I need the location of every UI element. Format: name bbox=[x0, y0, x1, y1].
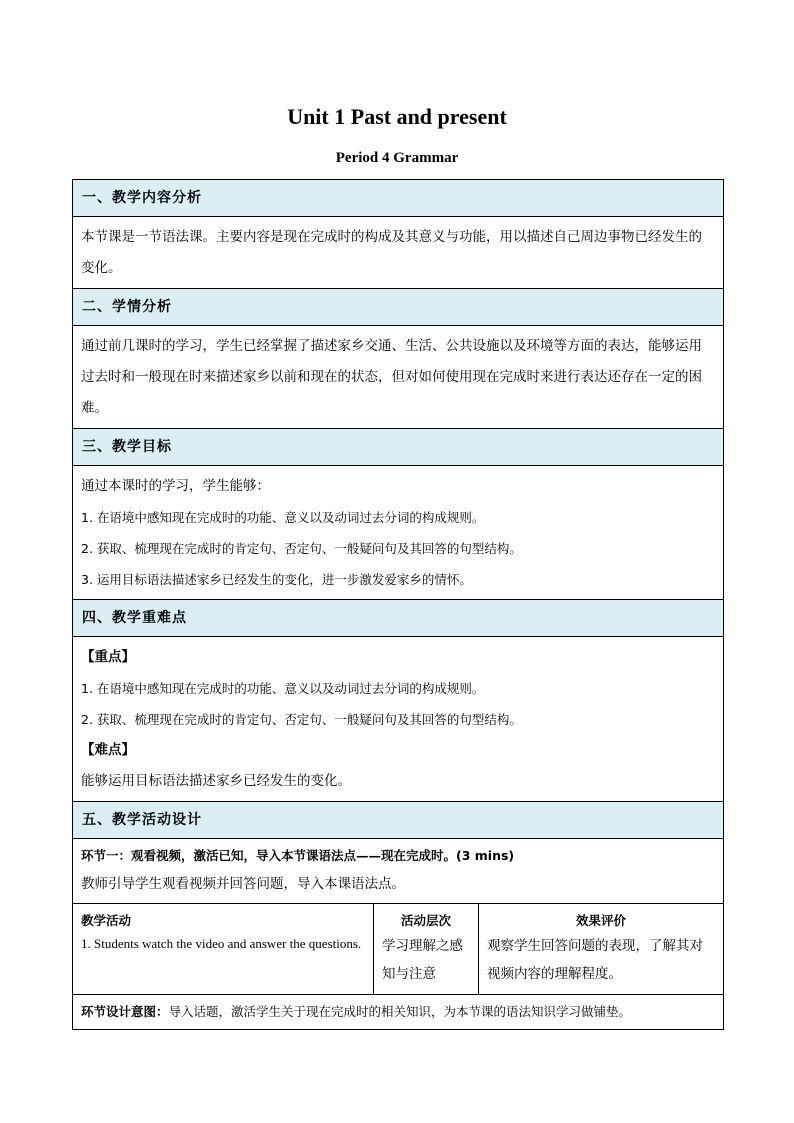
level-header: 活动层次 bbox=[400, 913, 451, 928]
key-points-cell bbox=[73, 637, 723, 802]
activity-text: 1. Students watch the video and answer the questions. bbox=[81, 936, 362, 951]
section-heading-key-points: 四、教学重难点 bbox=[73, 600, 723, 637]
key-label: 【重点】 bbox=[81, 649, 135, 665]
content-analysis-text: 本节课是一节语法课。主要内容是现在完成时的构成及其意义与功能，用以描述自己周边事物已经发生的变化。 bbox=[73, 217, 723, 289]
difficult-text: 能够运用目标语法描述家乡已经发生的变化。 bbox=[81, 773, 351, 789]
difficult-label: 【难点】 bbox=[81, 742, 135, 758]
level-text: 学习理解之感知与注意 bbox=[382, 938, 463, 982]
objectives-cell bbox=[73, 466, 723, 600]
section-heading-activity-design: 五、教学活动设计 bbox=[73, 802, 723, 839]
objective-item: 2. 获取、梳理现在完成时的肯定句、否定句、一般疑问句及其回答的句型结构。 bbox=[81, 541, 522, 556]
key-item: 1. 在语境中感知现在完成时的功能、意义以及动词过去分词的构成规则。 bbox=[81, 681, 485, 696]
document-title: Unit 1 Past and present bbox=[287, 104, 507, 129]
activity-column bbox=[73, 904, 374, 994]
key-item: 2. 获取、梳理现在完成时的肯定句、否定句、一般疑问句及其回答的句型结构。 bbox=[81, 712, 522, 727]
level-column bbox=[374, 904, 479, 994]
activity-table-row bbox=[73, 904, 723, 995]
objectives-intro: 通过本课时的学习，学生能够： bbox=[81, 478, 270, 494]
evaluation-text: 观察学生回答问题的表现，了解其对视频内容的理解程度。 bbox=[487, 938, 703, 982]
design-intent-text: 导入话题，激活学生关于现在完成时的相关知识，为本节课的语法知识学习做铺垫。 bbox=[168, 1004, 632, 1019]
design-intent-cell bbox=[73, 995, 723, 1029]
evaluation-column bbox=[479, 904, 723, 994]
step-one-title: 环节一：观看视频，激活已知，导入本节课语法点——现在完成时。(3 mins) bbox=[81, 848, 515, 863]
section-heading-content-analysis: 一、教学内容分析 bbox=[73, 180, 723, 217]
design-intent-label: 环节设计意图： bbox=[81, 1004, 169, 1019]
student-analysis-text: 通过前几课时的学习，学生已经掌握了描述家乡交通、生活、公共设施以及环境等方面的表达，能够运用过去时和一般现在时来描述家乡以前和现在的状态，但对如何使用现在完成时来进行表达还存在一定的困难。 bbox=[73, 326, 723, 429]
step-one-cell bbox=[73, 839, 723, 904]
section-heading-student-analysis: 二、学情分析 bbox=[73, 289, 723, 326]
objective-item: 1. 在语境中感知现在完成时的功能、意义以及动词过去分词的构成规则。 bbox=[81, 510, 485, 525]
step-one-text: 教师引导学生观看视频并回答问题，导入本课语法点。 bbox=[81, 876, 405, 892]
activity-header: 教学活动 bbox=[81, 913, 132, 928]
document-subtitle: Period 4 Grammar bbox=[335, 150, 459, 166]
objective-item: 3. 运用目标语法描述家乡已经发生的变化，进一步激发爱家乡的情怀。 bbox=[81, 572, 472, 587]
evaluation-header: 效果评价 bbox=[575, 913, 626, 928]
lesson-plan-table bbox=[72, 179, 724, 1030]
section-heading-objectives: 三、教学目标 bbox=[73, 429, 723, 466]
